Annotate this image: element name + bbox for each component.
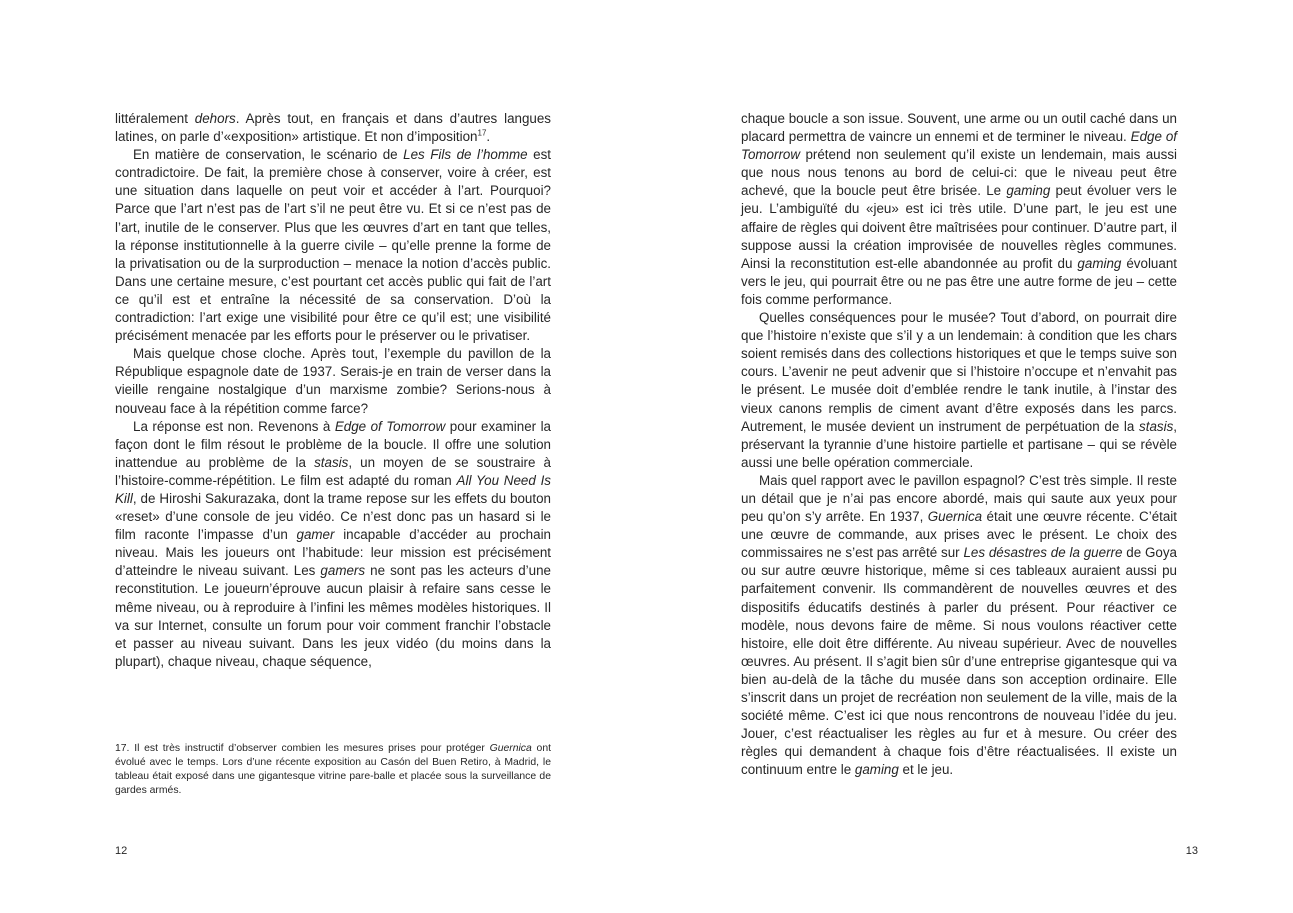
italic-text: gaming xyxy=(854,762,899,778)
text-run: Mais quelque chose cloche. Après tout, l’exemple du pavillon de la République espagnole date de 1937. Serais-je en train de verser dans la vieille rengaine nostalgique d’un marxisme zombie? Serions-nous à nouveau face à la répétition comme farce? xyxy=(115,346,551,416)
paragraph xyxy=(741,309,1177,472)
text-run: En matière de conservation, le scénario de xyxy=(133,147,404,163)
italic-text: gamers xyxy=(320,563,366,579)
left-footnotes xyxy=(115,742,551,798)
text-run: . xyxy=(486,129,491,145)
text-run: chaque boucle a son issue. Souvent, une arme ou un outil caché dans un placard permettra de vaincre un ennemi et de terminer le niveau. xyxy=(741,111,1177,145)
text-run: , préservant la tyrannie d’une histoire partielle et partisane – qui se révèle aussi une belle opération commerciale. xyxy=(741,418,1177,470)
text-run: . Après tout, en français et dans d’autres langues latines, on parle d’«exposition» artistique. Et non d’imposition xyxy=(115,111,552,145)
text-run: pour examiner la façon dont le film résout le problème de la boucle. Il offre une solution inattendue au problème de la xyxy=(115,418,551,470)
text-run: peut évoluer vers le jeu. L’ambiguïté du «jeu» est ici très utile. D’une part, le jeu est une affaire de règles qui doivent être maîtrisées pour continuer. D’autre part, il suppose aussi la création improvisée de nouvelles règles communes. Ainsi la reconstitution est-elle abandonnée au profit du xyxy=(741,183,1177,271)
paragraph xyxy=(741,110,1177,309)
text-run: ont évolué avec le temps. Lors d’une récente exposition au Casón del Buen Retiro, à Madrid, le tableau était exposé dans une gigantesque vitrine pare-balle et placée sous la surveillance de gardes armés. xyxy=(115,743,551,796)
italic-text: gaming xyxy=(1006,183,1051,199)
paragraph xyxy=(115,742,551,798)
text-run: La réponse est non. Revenons à xyxy=(133,418,335,434)
text-run: littéralement xyxy=(115,111,195,126)
paragraph xyxy=(115,146,551,345)
text-run: et le jeu. xyxy=(898,762,954,778)
italic-text: All You Need Is Kill xyxy=(115,472,551,506)
text-run: prétend non seulement qu’il existe un lendemain, mais aussi que nous nous tenons au bord de celui-ci: que le niveau peut être achevé, que la boucle peut être brisée. Le xyxy=(741,147,1177,199)
paragraph xyxy=(115,345,551,417)
text-run: 17. Il est très instructif d’observer combien les mesures prises pour protéger xyxy=(115,743,490,754)
paragraph xyxy=(115,418,551,671)
text-run: Quelles conséquences pour le musée? Tout d’abord, on pourrait dire que l’histoire n’existe que s’il y a un lendemain: à condition que les chars soient remisés dans des collections historiques et que le temps suive son cours. L’avenir ne peut advenir que si l’histoire n’occupe et n’envahit pas le présent. Le musée doit d’emblée rendre le tank inutile, à l’instar des vieux canons remplis de ciment avant d’être exposés dans les parcs. Autrement, le musée devient un instrument de perpétuation de la xyxy=(741,310,1177,434)
text-run: ne sont pas les acteurs d’une reconstitution. Le joueurn’éprouve aucun plaisir à refaire sans cesse le même niveau, ou à reproduire à l’infini les mêmes modèles historiques. Il va sur Internet, consulte un forum pour voir comment franchir l’obstacle et passer au niveau suivant. Dans les jeux vidéo (du moins dans la plupart), chaque niveau, chaque séquence, xyxy=(115,563,551,669)
left-body-text xyxy=(115,110,551,671)
footnote-reference: 17 xyxy=(477,128,487,138)
italic-text: stasis xyxy=(1139,418,1174,434)
italic-text: Les Fils de l’homme xyxy=(403,147,528,163)
text-run: , un moyen de se soustraire à l’histoire-comme-répétition. Le film est adapté du roman xyxy=(115,454,552,488)
italic-text: Edge of Tomorrow xyxy=(334,418,446,434)
text-run: était une œuvre récente. C’était une œuvre de commande, aux prises avec le présent. Le choix des commissaires ne s’est pas arrêté sur xyxy=(741,509,1178,561)
paragraph xyxy=(115,110,551,146)
right-page xyxy=(647,0,1293,913)
italic-text: Les désastres de la guerre xyxy=(963,545,1123,561)
italic-text: Guernica xyxy=(489,743,532,754)
italic-text: gaming xyxy=(1077,255,1122,271)
text-run: incapable d’accéder au prochain niveau. Mais les joueurs ont l’habitude: leur mission est précisément d’atteindre le niveau suivant. Les xyxy=(115,527,551,579)
italic-text: Guernica xyxy=(927,509,983,525)
italic-text: Edge of Tomorrow xyxy=(741,129,1177,163)
text-run: de Goya ou sur autre œuvre historique, même si ces tableaux auraient aussi pu parfaitement convenir. Ils commandèrent de nouvelles œuvres et des dispositifs éducatifs destinés à parler du présent. Pour réactiver ce modèle, nous devons faire de même. Si nous voulons réactiver cette histoire, elle doit être différente. Au niveau supérieur. Avec de nouvelles œuvres. Au présent. Il s’agit bien sûr d’une entreprise gigantesque qui va bien au-delà de la tâche du musée dans son acception ordinaire. Elle s’inscrit dans un projet de recréation non seulement de la ville, mais de la société même. C’est ici que nous rencontrons de nouveau l’idée du jeu. Jouer, c’est réactualiser les règles au fur et à mesure. Ou créer des règles qui demandent à chaque fois d’être réactualisées. Il existe un continuum entre le xyxy=(741,545,1177,778)
paragraph xyxy=(741,472,1177,780)
text-run: , de Hiroshi Sakurazaka, dont la trame repose sur les effets du bouton «reset» d’une console de jeu vidéo. Ce n’est donc pas un hasard si le film raconte l’impasse d’un xyxy=(115,490,551,543)
page-number-left: 12 xyxy=(115,845,128,857)
page-number-right: 13 xyxy=(1185,845,1198,857)
left-page xyxy=(0,0,646,913)
text-run: est contradictoire. De fait, la première chose à conserver, voire à créer, est une situation dans laquelle on peut voir et accéder à l’art. Pourquoi? Parce que l’art n’est pas de l’art s’il ne peut être vu. Et si ce n’est pas de l’art, inutile de le conserver. Plus que les œuvres d’art en tant que telles, la réponse institutionnelle à la guerre civile – qu’elle prenne la forme de la privatisation ou de la surproduction – menace la notion d’accès public. Dans une certaine mesure, c’est pourtant cet accès public qui fait de l’art ce qu’il est et entraîne la nécessité de sa conservation. D’où la contradiction: l’art exige une visibilité pour être ce qu’il est; une visibilité précisément menacée par les efforts pour le préserver ou le privatiser. xyxy=(115,147,551,344)
text-run: évoluant vers le jeu, qui pourrait être ou ne pas être une autre forme de jeu – cette fois comme performance. xyxy=(741,255,1177,307)
italic-text: dehors xyxy=(194,111,236,126)
italic-text: gamer xyxy=(296,527,335,543)
italic-text: stasis xyxy=(314,454,349,470)
text-run: Mais quel rapport avec le pavillon espagnol? C’est très simple. Il reste un détail que je n’ai pas encore abordé, mais qui saute aux yeux pour peu qu’on s’y arrête. En 1937, xyxy=(741,472,1177,525)
right-body-text xyxy=(741,110,1177,779)
